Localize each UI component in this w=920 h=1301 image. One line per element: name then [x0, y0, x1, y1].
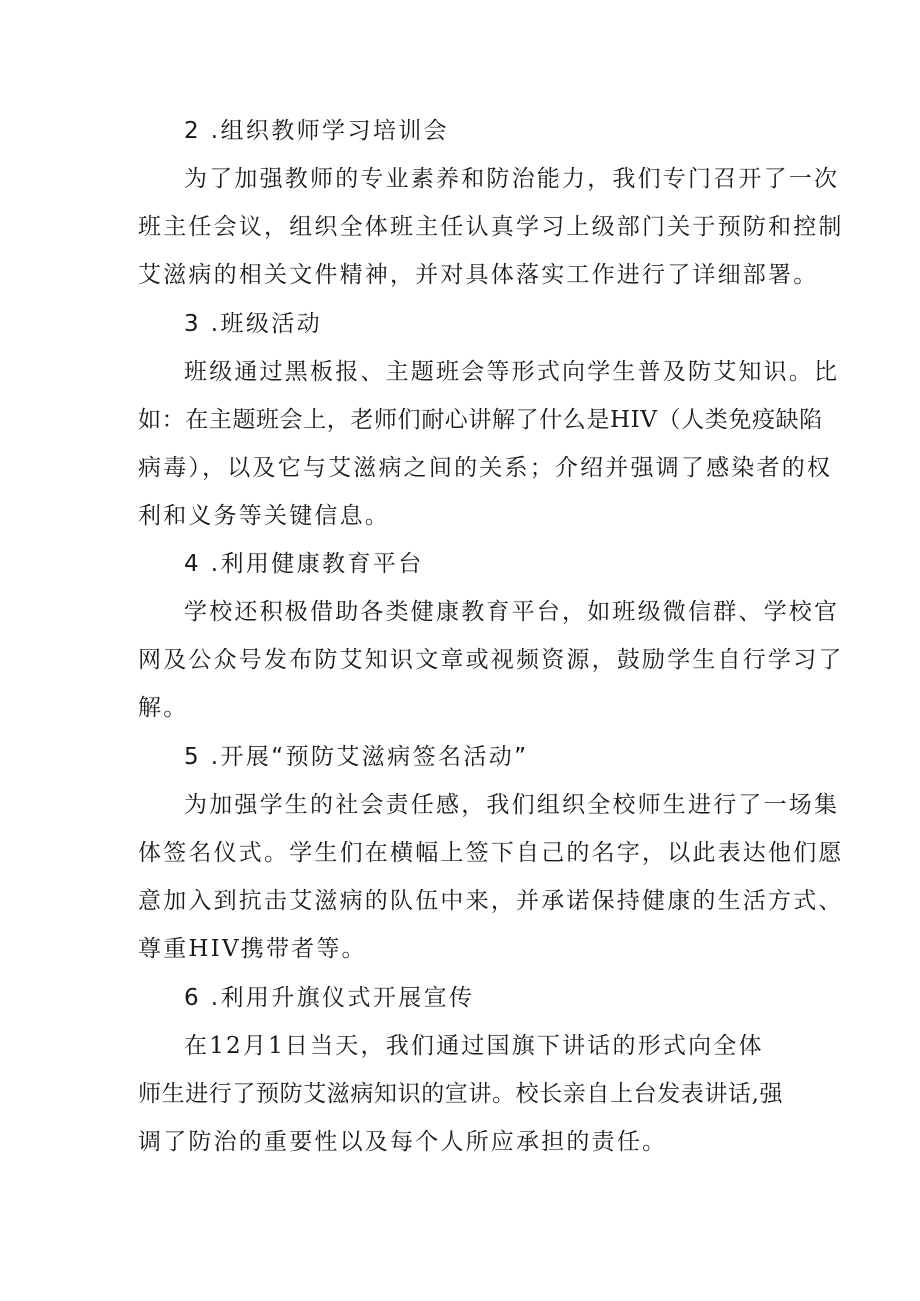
- section-3-heading: 3 .班级活动: [184, 311, 323, 337]
- section-5-paragraph-line: 为加强学生的社会责任感，我们组织全校师生进行了一场集: [184, 792, 840, 818]
- section-2-paragraph-line: 艾滋病的相关文件精神，并对具体落实工作进行了详细部署。: [138, 262, 819, 288]
- section-4-paragraph-line: 解。: [138, 695, 189, 721]
- section-6-heading: 6 .利用升旗仪式开展宣传: [184, 985, 475, 1011]
- section-6-paragraph-line: 师生进行了预防艾滋病知识的宣讲。校长亲自上台发表讲话,强: [138, 1081, 784, 1107]
- section-2-paragraph-line: 班主任会议，组织全体班主任认真学习上级部门关于预防和控制: [138, 214, 844, 240]
- section-4-paragraph-line: 网及公众号发布防艾知识文章或视频资源，鼓励学生自行学习了: [138, 647, 844, 673]
- section-6-paragraph-line: 在12月1日当天，我们通过国旗下讲话的形式向全体: [184, 1033, 764, 1059]
- section-2-heading: 2 .组织教师学习培训会: [184, 118, 450, 144]
- section-3-paragraph-line: 班级通过黑板报、主题班会等形式向学生普及防艾知识。比: [184, 359, 840, 385]
- section-4-paragraph-line: 学校还积极借助各类健康教育平台，如班级微信群、学校官: [184, 599, 840, 625]
- section-5-paragraph-line: 体签名仪式。学生们在横幅上签下自己的名字，以此表达他们愿: [138, 840, 844, 866]
- section-3-paragraph-line: 如：在主题班会上，老师们耐心讲解了什么是HIV（人类免疫缺陷: [138, 407, 823, 433]
- section-4-heading: 4 .利用健康教育平台: [184, 551, 424, 577]
- section-5-heading: 5 .开展“预防艾滋病签名活动”: [184, 744, 529, 770]
- section-5-paragraph-line: 尊重HIV携带者等。: [138, 936, 367, 962]
- section-2-paragraph-line: 为了加强教师的专业素养和防治能力，我们专门召开了一次: [184, 166, 840, 192]
- section-6-paragraph-line: 调了防治的重要性以及每个人所应承担的责任。: [138, 1129, 668, 1155]
- section-3-paragraph-line: 病毒），以及它与艾滋病之间的关系；介绍并强调了感染者的权: [138, 455, 833, 481]
- section-3-paragraph-line: 利和义务等关键信息。: [138, 503, 390, 529]
- section-5-paragraph-line: 意加入到抗击艾滋病的队伍中来，并承诺保持健康的生活方式、: [138, 888, 844, 914]
